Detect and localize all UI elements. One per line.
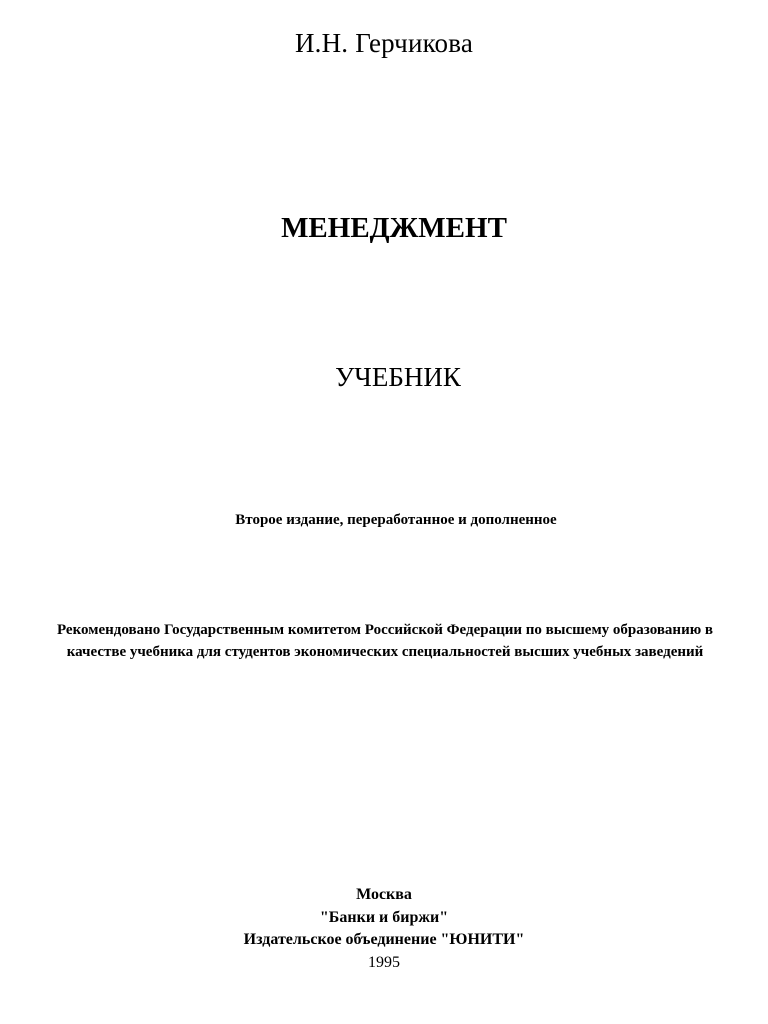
imprint-year: 1995: [368, 953, 400, 971]
book-title: МЕНЕДЖМЕНТ: [281, 212, 507, 244]
author-name: И.Н. Герчикова: [294, 28, 474, 58]
book-subtitle: УЧЕБНИК: [335, 362, 461, 392]
imprint-publisher-1: "Банки и биржи": [319, 908, 449, 926]
recommendation-text: Рекомендовано Государственным комитетом Российской Федерации по высшему образованию в качестве учебника для студентов экономических специальностей высших учебных заведений: [56, 622, 714, 660]
imprint-publisher-2: Издательское объединение "ЮНИТИ": [243, 931, 525, 948]
imprint-city: Москва: [356, 886, 412, 903]
imprint-block: [0, 884, 768, 974]
edition-note: Второе издание, переработанное и дополненное: [235, 512, 557, 528]
